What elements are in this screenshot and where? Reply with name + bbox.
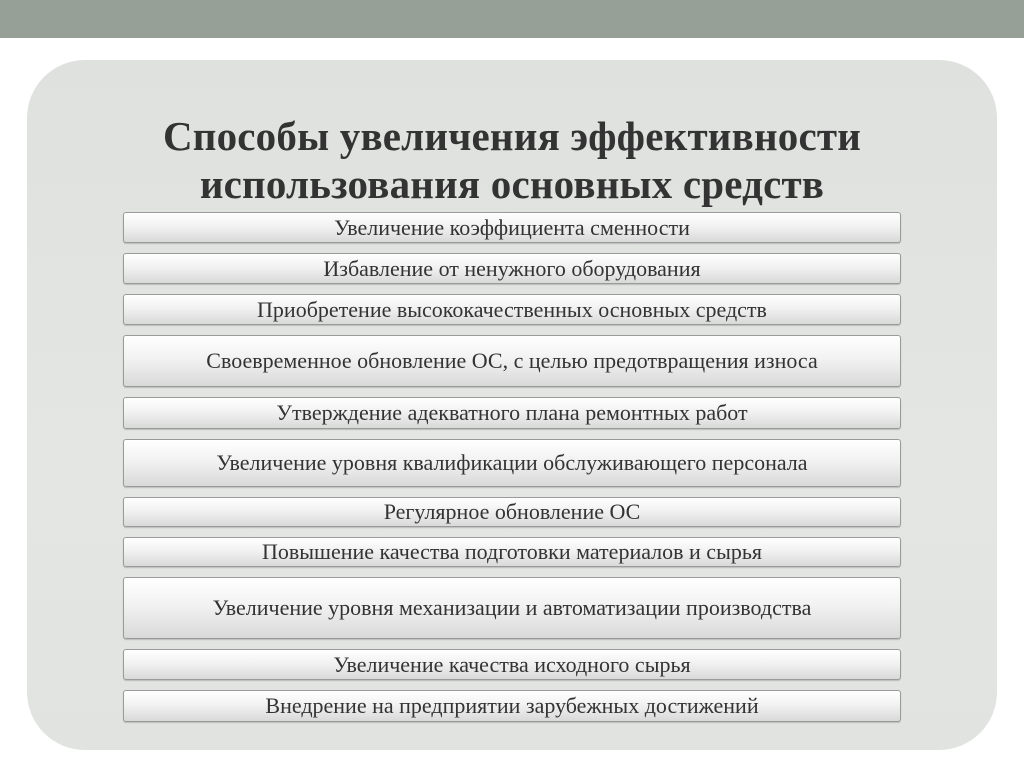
top-bar (0, 0, 1024, 38)
slide-title-line-1: Способы увеличения эффективности (162, 113, 862, 159)
list-item: Увеличение уровня механизации и автоматизации производства (123, 577, 901, 639)
list-item: Своевременное обновление ОС, с целью предотвращения износа (123, 335, 901, 387)
list-item: Приобретение высококачественных основных средств (123, 294, 901, 325)
list-item: Утверждение адекватного плана ремонтных работ (123, 397, 901, 429)
list-item: Увеличение уровня квалификации обслуживающего персонала (123, 439, 901, 487)
slide-title-line-2: использования основных средств (199, 161, 825, 207)
list-item: Избавление от ненужного оборудования (123, 253, 901, 284)
list-item: Увеличение коэффициента сменности (123, 212, 901, 243)
list-item: Регулярное обновление ОС (123, 497, 901, 527)
list-item: Увеличение качества исходного сырья (123, 649, 901, 680)
slide-title (27, 112, 997, 208)
list-item: Внедрение на предприятии зарубежных достижений (123, 690, 901, 722)
list-item: Повышение качества подготовки материалов и сырья (123, 537, 901, 567)
